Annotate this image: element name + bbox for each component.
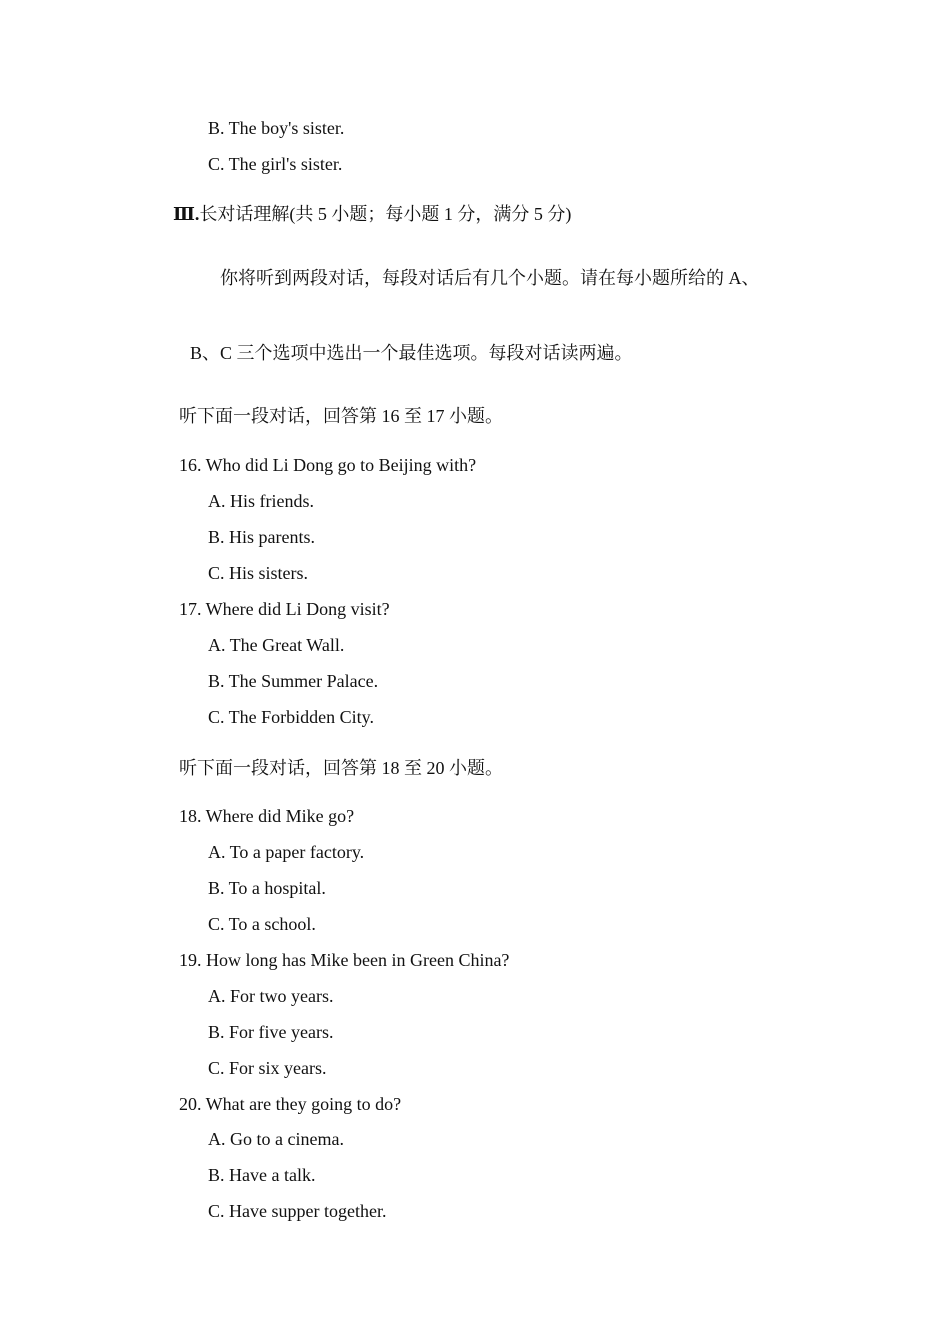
question-text: 20. What are they going to do? <box>179 1094 402 1114</box>
section-title-line <box>173 203 571 225</box>
option-text: A. To a paper factory. <box>208 842 365 862</box>
option-text: C. To a school. <box>208 914 316 934</box>
option-text: A. Go to a cinema. <box>208 1129 344 1149</box>
option-text: A. His friends. <box>208 491 314 511</box>
dialogue-prompt: 听下面一段对话，回答第 16 至 17 小题。 <box>179 406 503 426</box>
option-text: B. For five years. <box>208 1022 334 1042</box>
question-text: 17. Where did Li Dong visit? <box>179 599 390 619</box>
option-text: C. His sisters. <box>208 563 309 583</box>
option-text: A. For two years. <box>208 986 334 1006</box>
option-text: B. Have a talk. <box>208 1165 316 1185</box>
section-numeral: Ⅲ. <box>173 204 200 224</box>
section-title: 长对话理解(共 5 小题；每小题 1 分，满分 5 分) <box>199 204 572 224</box>
dialogue-prompt: 听下面一段对话，回答第 18 至 20 小题。 <box>179 758 503 778</box>
option-text: C. Have supper together. <box>208 1201 387 1221</box>
option-text: C. The girl's sister. <box>208 154 343 174</box>
question-text: 16. Who did Li Dong go to Beijing with? <box>179 455 477 475</box>
option-text: C. The Forbidden City. <box>208 707 374 727</box>
option-text: A. The Great Wall. <box>208 635 345 655</box>
option-text: B. The Summer Palace. <box>208 671 379 691</box>
question-text: 19. How long has Mike been in Green China? <box>179 950 510 970</box>
section-instruction-line2: B、C 三个选项中选出一个最佳选项。每段对话读两遍。 <box>190 343 633 363</box>
section-instruction-line1: 你将听到两段对话，每段对话后有几个小题。请在每小题所给的 A、 <box>220 268 760 288</box>
option-text: B. The boy's sister. <box>208 118 345 138</box>
question-text: 18. Where did Mike go? <box>179 806 355 826</box>
option-text: B. To a hospital. <box>208 878 326 898</box>
option-text: B. His parents. <box>208 527 315 547</box>
option-text: C. For six years. <box>208 1058 327 1078</box>
